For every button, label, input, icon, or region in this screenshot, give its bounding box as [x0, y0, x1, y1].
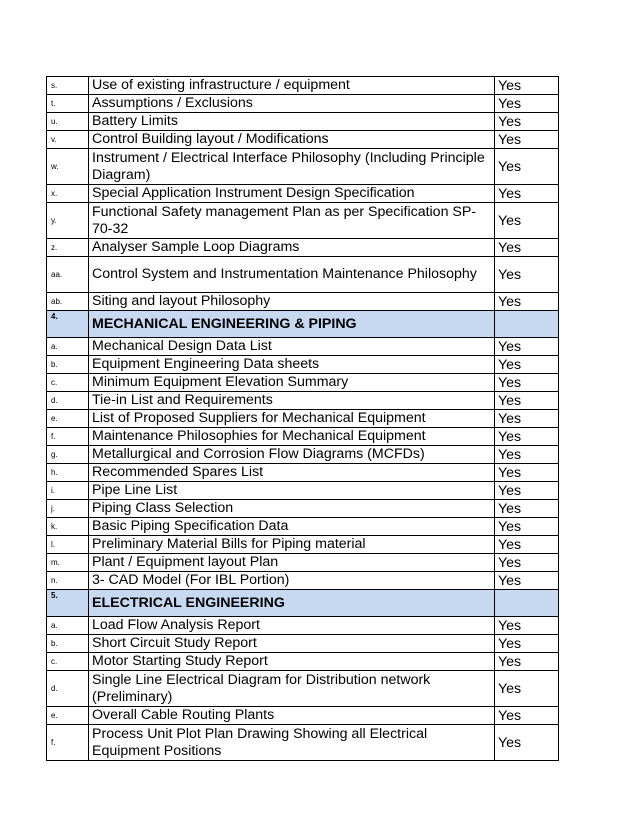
- section-header-row: [47, 590, 559, 617]
- item-index: k.: [47, 518, 89, 536]
- item-status: Yes: [495, 356, 559, 374]
- item-status: Yes: [495, 77, 559, 95]
- item-status: Yes: [495, 653, 559, 671]
- item-description: Pipe Line List: [89, 482, 495, 500]
- table-row: [47, 536, 559, 554]
- item-status: Yes: [495, 500, 559, 518]
- item-index: z.: [47, 239, 89, 257]
- item-status: Yes: [495, 95, 559, 113]
- table-row: [47, 203, 559, 239]
- item-status: Yes: [495, 617, 559, 635]
- item-status: [495, 311, 559, 338]
- item-description: Metallurgical and Corrosion Flow Diagrams (MCFDs): [89, 446, 495, 464]
- item-description: List of Proposed Suppliers for Mechanical Equipment: [89, 410, 495, 428]
- table-row: [47, 572, 559, 590]
- table-row: [47, 446, 559, 464]
- item-index: 4.: [47, 311, 89, 338]
- item-index: c.: [47, 374, 89, 392]
- item-description: Control System and Instrumentation Maintenance Philosophy: [89, 257, 495, 293]
- item-description: Single Line Electrical Diagram for Distribution network (Preliminary): [89, 671, 495, 707]
- table-row: [47, 374, 559, 392]
- section-title: MECHANICAL ENGINEERING & PIPING: [89, 311, 495, 338]
- item-status: Yes: [495, 185, 559, 203]
- item-index: ab.: [47, 293, 89, 311]
- item-index: u.: [47, 113, 89, 131]
- item-description: Analyser Sample Loop Diagrams: [89, 239, 495, 257]
- table-row: [47, 257, 559, 293]
- item-status: Yes: [495, 392, 559, 410]
- section-header-row: [47, 311, 559, 338]
- item-index: e.: [47, 410, 89, 428]
- section-title: ELECTRICAL ENGINEERING: [89, 590, 495, 617]
- item-description: Maintenance Philosophies for Mechanical Equipment: [89, 428, 495, 446]
- item-index: b.: [47, 635, 89, 653]
- item-status: [495, 590, 559, 617]
- table-row: [47, 356, 559, 374]
- item-status: Yes: [495, 671, 559, 707]
- item-description: Use of existing infrastructure / equipment: [89, 77, 495, 95]
- item-description: Recommended Spares List: [89, 464, 495, 482]
- item-description: Overall Cable Routing Plants: [89, 707, 495, 725]
- table-row: [47, 428, 559, 446]
- table-row: [47, 500, 559, 518]
- item-status: Yes: [495, 464, 559, 482]
- item-index: j.: [47, 500, 89, 518]
- item-index: d.: [47, 671, 89, 707]
- item-status: Yes: [495, 149, 559, 185]
- table-row: [47, 113, 559, 131]
- item-index: v.: [47, 131, 89, 149]
- item-status: Yes: [495, 257, 559, 293]
- table-row: [47, 185, 559, 203]
- item-status: Yes: [495, 293, 559, 311]
- item-description: Plant / Equipment layout Plan: [89, 554, 495, 572]
- item-status: Yes: [495, 203, 559, 239]
- table-row: [47, 464, 559, 482]
- item-status: Yes: [495, 725, 559, 761]
- table-row: [47, 725, 559, 761]
- item-status: Yes: [495, 572, 559, 590]
- item-description: Siting and layout Philosophy: [89, 293, 495, 311]
- item-index: aa.: [47, 257, 89, 293]
- item-index: g.: [47, 446, 89, 464]
- item-status: Yes: [495, 518, 559, 536]
- table-row: [47, 293, 559, 311]
- item-description: Minimum Equipment Elevation Summary: [89, 374, 495, 392]
- item-status: Yes: [495, 536, 559, 554]
- item-index: a.: [47, 338, 89, 356]
- item-description: Battery Limits: [89, 113, 495, 131]
- item-index: 5.: [47, 590, 89, 617]
- item-description: Control Building layout / Modifications: [89, 131, 495, 149]
- item-description: Preliminary Material Bills for Piping material: [89, 536, 495, 554]
- deliverables-table: [46, 76, 559, 761]
- item-description: Load Flow Analysis Report: [89, 617, 495, 635]
- table-row: [47, 617, 559, 635]
- item-index: e.: [47, 707, 89, 725]
- table-row: [47, 554, 559, 572]
- table-row: [47, 707, 559, 725]
- item-status: Yes: [495, 446, 559, 464]
- item-index: f.: [47, 725, 89, 761]
- table-row: [47, 635, 559, 653]
- item-description: Mechanical Design Data List: [89, 338, 495, 356]
- item-status: Yes: [495, 707, 559, 725]
- table-row: [47, 77, 559, 95]
- item-index: s.: [47, 77, 89, 95]
- item-index: b.: [47, 356, 89, 374]
- item-index: c.: [47, 653, 89, 671]
- item-status: Yes: [495, 239, 559, 257]
- table-row: [47, 671, 559, 707]
- table-row: [47, 239, 559, 257]
- item-description: Special Application Instrument Design Specification: [89, 185, 495, 203]
- item-description: Short Circuit Study Report: [89, 635, 495, 653]
- table-row: [47, 338, 559, 356]
- table-row: [47, 131, 559, 149]
- item-description: Piping Class Selection: [89, 500, 495, 518]
- item-status: Yes: [495, 374, 559, 392]
- item-status: Yes: [495, 554, 559, 572]
- item-description: Tie-in List and Requirements: [89, 392, 495, 410]
- item-status: Yes: [495, 410, 559, 428]
- item-index: y.: [47, 203, 89, 239]
- item-status: Yes: [495, 428, 559, 446]
- item-status: Yes: [495, 113, 559, 131]
- item-index: n.: [47, 572, 89, 590]
- table-row: [47, 410, 559, 428]
- table-row: [47, 518, 559, 536]
- item-status: Yes: [495, 131, 559, 149]
- deliverables-table-body: [47, 77, 559, 761]
- item-index: i.: [47, 482, 89, 500]
- item-status: Yes: [495, 338, 559, 356]
- item-description: Assumptions / Exclusions: [89, 95, 495, 113]
- item-description: Equipment Engineering Data sheets: [89, 356, 495, 374]
- item-description: Process Unit Plot Plan Drawing Showing all Electrical Equipment Positions: [89, 725, 495, 761]
- item-index: a.: [47, 617, 89, 635]
- item-index: l.: [47, 536, 89, 554]
- item-index: h.: [47, 464, 89, 482]
- item-index: m.: [47, 554, 89, 572]
- table-row: [47, 392, 559, 410]
- table-row: [47, 482, 559, 500]
- item-description: Basic Piping Specification Data: [89, 518, 495, 536]
- item-description: Functional Safety management Plan as per Specification SP-70-32: [89, 203, 495, 239]
- item-status: Yes: [495, 635, 559, 653]
- item-description: Motor Starting Study Report: [89, 653, 495, 671]
- table-row: [47, 95, 559, 113]
- item-index: d.: [47, 392, 89, 410]
- item-index: f.: [47, 428, 89, 446]
- table-row: [47, 653, 559, 671]
- item-index: t.: [47, 95, 89, 113]
- item-index: w.: [47, 149, 89, 185]
- table-row: [47, 149, 559, 185]
- item-index: x.: [47, 185, 89, 203]
- item-description: Instrument / Electrical Interface Philosophy (Including Principle Diagram): [89, 149, 495, 185]
- item-status: Yes: [495, 482, 559, 500]
- item-description: 3- CAD Model (For IBL Portion): [89, 572, 495, 590]
